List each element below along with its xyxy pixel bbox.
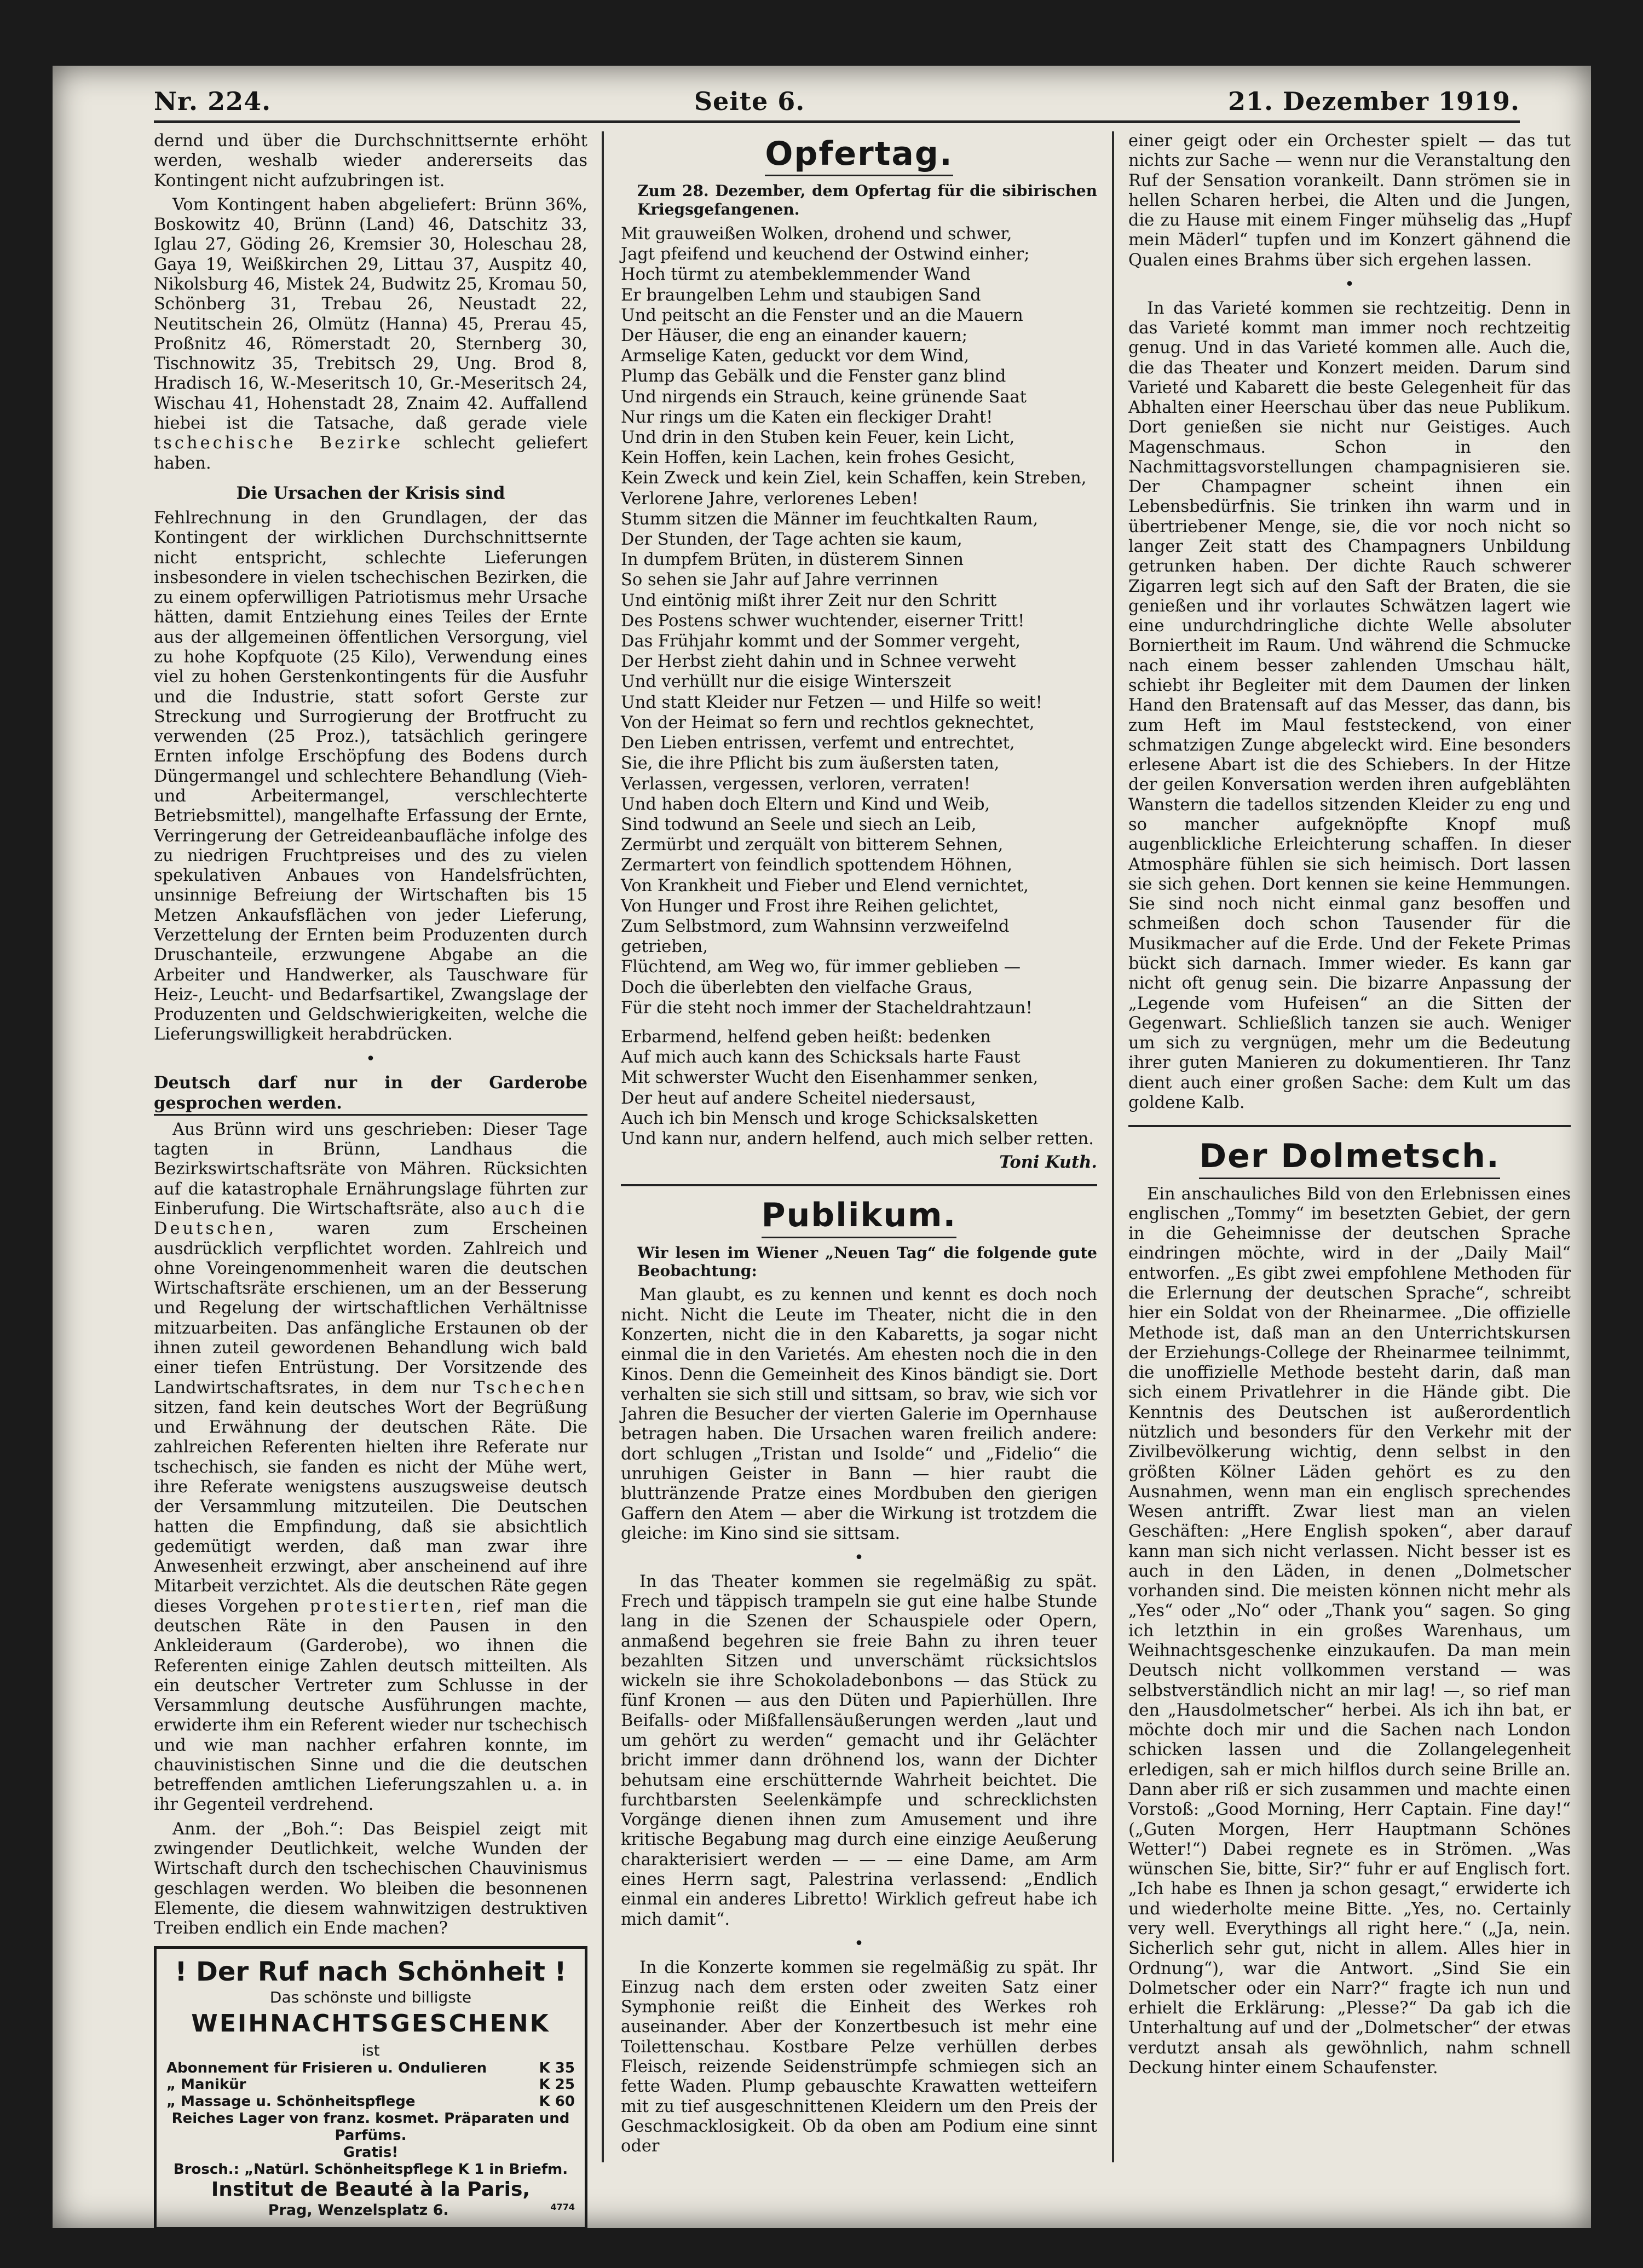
poem-line: Der Häuser, die eng an einander kauern; <box>621 326 967 346</box>
poem-line: Er braungelben Lehm und staubigen Sand <box>621 285 981 305</box>
issue-date: 21. Dezember 1919. <box>1228 86 1520 116</box>
poem-line: Kein Hoffen, kein Lachen, kein frohes Gesicht, <box>621 448 1016 468</box>
column-rule <box>1112 131 1114 2162</box>
poem-line: Und haben doch Eltern und Kind und Weib, <box>621 794 990 814</box>
paragraph: einer geigt oder ein Orchester spielt — das tut nichts zur Sache — wenn nur die Veranstaltung den Ruf der Sensation vorankeilt. Dann strömen sie in hellen Scharen herbei, die Alten und die Jungen, die zu Hause mit einem Finger mühselig das „Hupf mein Mäderl“ tupfen und im Konzert gähnend die Qualen eines Brahms über sich ergehen lassen. <box>1128 131 1571 270</box>
poem-line: Von Krankheit und Fieber und Elend vernichtet, <box>621 876 1029 896</box>
poem-line: Stumm sitzen die Männer im feuchtkalten Raum, <box>621 509 1039 529</box>
ad-text: ist <box>361 2041 380 2060</box>
poem-line: Hoch türmt zu atembeklemmender Wand <box>621 265 971 285</box>
paragraph: Vom Kontingent haben abgeliefert: Brünn 36%, Boskowitz 40, Brünn (Land) 46, Datschitz 33, Iglau 27, Göding 26, Kremsier 30, Holeschau 28, Gaya 19, Weißkirchen 29, Littau 37, Auspitz 40, Nikolsburg 46, Mistek 24, Budwitz 25, Kromau 50, Schönberg 31, Trebau 26, Neustadt 22, Neutitschein 26, Olmütz (Hanna) 45, Prerau 45, Proßnitz 46, Römerstadt 20, Sternberg 30, Tischnowitz 35, Trebitsch 29, Ung. Brod 8, Hradisch 16, W.-Meseritsch 10, Gr.-Meseritsch 24, Wischau 41, Hohenstadt 28, Znaim 42. Auffallend hiebei ist die Tatsache, daß gerade viele tschechische Bezirke schlecht geliefert haben. <box>154 195 588 473</box>
column-right <box>1128 131 1571 2168</box>
separator-dot: • <box>854 1548 864 1568</box>
poem-line: Armselige Katen, geduckt vor dem Wind, <box>621 347 970 366</box>
poem-line: Von der Heimat so fern und rechtlos geknechtet, <box>621 713 1035 732</box>
paragraph: In das Varieté kommen sie rechtzeitig. Denn in das Varieté kommt man immer noch rechtzeitig genug. Und in das Varieté kommen alle. Auch die, die das Theater und Konzert meiden. Darum sind Varieté und Kabarett die beste Gelegenheit für das Abhalten einer Heerschau über das neue Publikum. Dort genießen sie nicht nur Geistiges. Auch Magenschmaus. Schon in den Nachmittagsvorstellungen champagnisieren sie. Der Champagner scheint ihnen ein Lebensbedürfnis. Sie trinken ihn warm und in übertriebener Menge, sie, die vor noch nicht so langer Zeit statt des Champagners Unbildung getrunken haben. Der dichte Rauch schwerer Zigarren legt sich auf den Saft der Braten, die sie genießen und ihr vorlautes Schwätzen lagert wie eine undurchdringliche dichte Welle absoluter Borniertheit im Raum. Und während die Schmucke nach einem besser zahlenden Umschau hält, schiebt ihr Begleiter mit dem Daumen der linken Hand den Bratensaft auf das Messer, das dann, bis zum Heft im Maul feststeckend, von einer schmatzigen Zunge abgeleckt wird. Eine besonders erlesene Abart ist die des Schiebers. In der Hitze der geilen Konversation werden ihren aufgeblähten Wanstern die tadellos sitzenden Kleider zu eng und so mancher aufgeknöpfte Knopf muß augenblickliche Erleichterung schaffen. In dieser Atmosphäre fühlen sie sich heimisch. Dort lassen sie sich gehen. Dort kennen sie keine Hemmungen. Sie sind noch nicht einmal ganz besoffen und schmeißen doch schon Tausender für die Musikmacher auf die Erde. Und der Fekete Primas bückt sich darnach. Immer wieder. Es kann gar nicht oft genug sein. Die bizarre Anpassung der „Legende vom Hufeisen“ an die Sitten der Gegenwart. Schließlich tanzen sie auch. Weniger um sich zu vergnügen, mehr um die Bedeutung ihrer guten Manieren zu dokumentieren. Ihr Tanz dient auch einer großen Sache: dem Kult um das goldene Kalb. <box>1128 298 1571 1112</box>
section-divider <box>621 1184 1097 1186</box>
poem-line: Auf mich auch kann des Schicksals harte Faust <box>621 1048 1021 1067</box>
ad-price-row: „ Massage u. Schönheitspflege K 60 <box>166 2093 575 2110</box>
paragraph: In die Konzerte kommen sie regelmäßig zu spät. Ihr Einzug nach dem ersten oder zweiten Satz einer Symphonie reißt die Einheit des Werkes roh auseinander. Aber der Konzertbesuch ist mehr eine Toilettenschau. Kostbare Pelze verhüllen derbes Fleisch, reizende Seidenstrümpfe schmiegen sich an fette Waden. Plump gebauschte Krawatten wetteifern mit zu tief ausgeschnittenen Kleidern um den Preis der Geschmacklosigkeit. Ob da oben am Podium eine sinnt oder <box>621 1958 1097 2156</box>
ad-text: Gratis! <box>343 2144 399 2161</box>
paragraph: Man glaubt, es zu kennen und kennt es doch noch nicht. Nicht die Leute im Theater, nicht die in den Konzerten, nicht die in den Kabaretts, ja sogar nicht einmal die in den Varietés. Am ehesten noch die in den Kinos. Denn die Gemeinheit des Kinos bändigt sie. Dort verhalten sie sich still und sittsam, so brav, wie sich vor Jahren die Besucher der vierten Galerie im Opernhause betragen haben. Die Ursachen waren freilich andere: dort schlugen „Tristan und Isolde“ und „Fidelio“ die unruhigen Geister in Bann — hier raubt die bluttränzende Pratze eines Mordbuben den gierigen Gaffern den Atem — aber die Wirkung ist trotzdem die gleiche: im Kino sind sie sittsam. <box>621 1285 1097 1543</box>
paragraph: Anm. der „Boh.“: Das Beispiel zeigt mit zwingender Deutlichkeit, welche Wunden der Wirtschaft durch den tschechischen Chauvinismus geschlagen werden. Wo bleiben die besonnenen Elemente, die diesem wahnwitzigen destruktiven Treiben endlich ein Ende machen? <box>154 1819 587 1938</box>
column-left <box>154 131 588 2219</box>
poem-line: Des Postens schwer wuchtender, eiserner Tritt! <box>621 611 1025 631</box>
paragraph: Ein anschauliches Bild von den Erlebnissen eines englischen „Tommy“ im besetzten Gebiet, der gern in die Geheimnisse der deutschen Sprache eindringen möchte, wird in der „Daily Mail“ entworfen. „Es gibt zwei empfohlene Methoden für die Erlernung der deutschen Sprache“, schreibt hier ein Soldat von der Rheinarmee. „Die offizielle Methode ist, daß man an den Unterrichtskursen der Erziehungs-College der Rheinarmee teilnimmt, die unoffizielle Methode besteht darin, daß man sich einem Privatlehrer in die Hände gibt. Die Kenntnis des Deutschen ist außerordentlich nützlich und besonders für den Verkehr mit der Zivilbevölkerung wichtig, denn selbst in den größten Kölner Läden gehört es zu den Ausnahmen, wenn man ein englisch sprechendes Wesen antrifft. Zwar liest man an vielen Geschäften: „Here English spoken“, aber darauf kann man sich nicht verlassen. Nicht besser ist es auch in den Läden, in denen „Dolmetscher vorhanden sind. Die meisten können nicht mehr als „Yes“ oder „No“ oder „Thank you“ sagen. So ging ich letzthin in ein großes Warenhaus, um Weihnachtsgeschenke einzukaufen. Da man mein Deutsch nicht vollkommen verstand — was selbstverständlich nicht an mir lag! —, so rief man den „Hausdolmetscher“ herbei. Als ich ihn bat, er möchte doch mir und die Sachen nach London schicken lassen und die Zollangelegenheit erledigen, sah er mich hilflos durch seine Brille an. Dann aber riß er sich zusammen und machte einen Vorstoß: „Good Morning, Herr Captain. Fine day!“ („Guten Morgen, Herr Hauptmann Schönes Wetter!“) Dabei regnete es in Strömen. „Was wünschen Sie, bitte, Sir?“ fuhr er auf Englisch fort. „Ich habe es Ihnen ja schon gesagt,“ erwiderte ich und wiederholte meine Bitte. „Yes, no. Certainly very well. Everythings all right here.“ („Ja, nein. Sicherlich sehr gut, nicht in allem. Alles hier in Ordnung“), war die Antwort. „Sind Sie ein Dolmetscher oder ein Narr?“ fragte ich nun und erhielt die Erklärung: „Plesse?“ Da gab ich die Unterhaltung auf und der „Dolmetscher“ der etwas verdutzt ansah als gewöhnlich, nahm schnell Deckung hinter einem Schaufenster. <box>1128 1184 1571 2077</box>
poem-line: Erbarmend, helfend geben heißt: bedenken <box>621 1027 991 1047</box>
poem-line: Und statt Kleider nur Fetzen — und Hilfe so weit! <box>621 692 1042 712</box>
poem-line: Zermürbt und zerquält von bitterem Sehnen, <box>621 835 1004 855</box>
poem <box>621 224 1097 1149</box>
column-rule <box>602 131 604 2162</box>
separator-dot: • <box>366 1049 376 1069</box>
ad-price-row: Abonnement für Frisieren u. Ondulieren K 35 <box>166 2059 575 2076</box>
poem-line: Und drin in den Stuben kein Feuer, kein Licht, <box>621 428 1015 448</box>
poem-line: Nur rings um die Katen ein fleckiger Draht! <box>621 407 993 427</box>
paragraph: dernd und über die Durchschnittsernte erhöht werden, weshalb wieder andererseits das Kontingent nicht aufzubringen ist. <box>154 131 587 191</box>
poem-author: Toni Kuth. <box>999 1152 1097 1173</box>
ad-price-row: „ Manikür K 25 <box>166 2076 575 2093</box>
article-title: Opfertag. <box>621 135 1097 176</box>
ad-subtitle: Das schönste und billigste <box>269 1988 472 2006</box>
poem-line: So sehen sie Jahr auf Jahre verrinnen <box>621 570 938 590</box>
separator-dot: • <box>854 1934 864 1953</box>
ad-text: Reiches Lager von franz. kosmet. Präparaten und Parfüms. <box>171 2110 570 2144</box>
ad-title: ! Der Ruf nach Schönheit ! <box>175 1957 567 1988</box>
poem-line: Von Hunger und Frost ihre Reihen gelichtet, <box>621 896 999 916</box>
poem-line: Zermartert von feindlich spottendem Höhnen, <box>621 856 1013 875</box>
poem-line: Für die steht noch immer der Stacheldrahtzaun! <box>621 998 1033 1018</box>
article-dek: Zum 28. Dezember, dem Opfertag für die sibirischen Kriegsgefangenen. <box>637 182 1097 218</box>
poem-line: In dumpfem Brüten, in düsterem Sinnen <box>621 550 964 570</box>
section-divider <box>1128 1125 1571 1127</box>
column-middle <box>621 131 1097 2168</box>
ad-headline: WEIHNACHTSGESCHENK <box>191 2009 550 2038</box>
poem-line: Und eintönig mißt ihrer Zeit nur den Schritt <box>621 591 997 610</box>
poem-line: Mit grauweißen Wolken, drohend und schwer, <box>621 224 1012 244</box>
poem-line: Verlorene Jahre, verlorenes Leben! <box>621 489 919 509</box>
poem-line: Der Herbst zieht dahin und in Schnee verweht <box>621 652 1016 672</box>
poem-line: Sie, die ihre Pflicht bis zum äußersten taten, <box>621 754 1000 774</box>
poem-line: Der heut auf andere Scheitel niedersaust, <box>621 1088 976 1108</box>
paragraph: In das Theater kommen sie regelmäßig zu spät. Frech und täppisch trampeln sie gut eine halbe Stunde lang in die Szenen der Schauspiele oder Opern, anmaßend begehren sie freie Bahn zu ihren teuer bezahlten Sitzen und unverschämt rücksichtslos wickeln sie ihre Schokoladebonbons — das Stück zu fünf Kronen — aus den Düten und Papierhüllen. Ihre Beifalls- oder Mißfallensäußerungen werden „laut und um gehört zu werden“ gemacht und ihr Gelächter bricht immer dann dröhnend los, wann der Dichter behutsam eine erschütternde Wahrheit beichtet. Die furchtbarsten Seelenkämpfe und schrecklichsten Vorgänge dienen ihnen zum Amusement und ihre kritische Begabung mag durch eine einzige Aeußerung charakterisiert werden — — — eine Dame, am Arm eines Herrn sagt, Palestrina verlassend: „Endlich einmal ein anderes Libretto! Wirklich gefreut habe ich mich damit“. <box>621 1572 1097 1929</box>
poem-line: Und peitscht an die Fenster und an die Mauern <box>621 305 1023 325</box>
poem-line: Und nirgends ein Strauch, keine grünende Saat <box>621 387 1027 407</box>
subheading: Die Ursachen der Krisis sind <box>236 483 505 503</box>
separator-dot: • <box>1345 274 1354 294</box>
poem-line: Flüchtend, am Weg wo, für immer geblieben — <box>621 957 1021 977</box>
ad-text: Brosch.: „Natürl. Schönheitspflege K 1 in Briefm. <box>173 2161 568 2178</box>
poem-line: Der Stunden, der Tage achten sie kaum, <box>621 530 962 550</box>
issue-number: Nr. 224. <box>154 86 272 116</box>
ad-company: Institut de Beauté à la Paris, <box>211 2178 531 2201</box>
poem-line: Und verhüllt nur die eisige Winterszeit <box>621 672 952 692</box>
poem-line: Doch die überlebten den vielfache Graus, <box>621 978 973 997</box>
poem-line: Kein Zweck und kein Ziel, kein Schaffen, kein Streben, <box>621 469 1087 488</box>
poem-line: Zum Selbstmord, zum Wahnsinn verzweifelnd getrieben, <box>621 916 1010 957</box>
advertisement <box>154 1946 587 2230</box>
poem-line: Sind todwund an Seele und siech an Leib, <box>621 815 977 834</box>
poem-line: Den Lieben entrissen, verfemt und entrechtet, <box>621 734 1015 753</box>
poem-line: Verlassen, vergessen, verloren, verraten! <box>621 774 971 794</box>
poem-line: Das Frühjahr kommt und der Sommer vergeht, <box>621 632 1021 651</box>
newspaper-page <box>53 66 1591 2228</box>
poem-line: Plump das Gebälk und die Fenster ganz blind <box>621 367 1006 386</box>
paragraph: Aus Brünn wird uns geschrieben: Dieser Tage tagten in Brünn, Landhaus die Bezirkswirtschaftsräte von Mähren. Rücksichten auf die katastrophale Ernährungslage führten zur Einberufung. Die Wirtschaftsräte, also auch die Deutschen, waren zum Erscheinen ausdrücklich verpflichtet worden. Zahlreich und ohne Voreingenommenheit waren die deutschen Wirtschaftsräte erschienen, um an der Besserung und Regelung der wirtschaftlichen Verhältnisse mitzuarbeiten. Das anfängliche Erstaunen ob der ihnen zuteil gewordenen Behandlung wich bald einer tiefen Entrüstung. Der Vorsitzende des Landwirtschaftsrates, in dem nur Tschechen sitzen, fand kein deutsches Wort der Begrüßung und Erwähnung der deutschen Räte. Die zahlreichen Referenten hielten ihre Referate nur tschechisch, sie fanden es nicht der Mühe wert, ihre Referate wenigstens auszugsweise deutsch der Versammlung mitzuteilen. Die Deutschen hatten die Empfindung, daß sie absichtlich gedemütigt werden, daß man zwar ihre Anwesenheit erzwingt, aber anscheinend auf ihre Mitarbeit verzichtet. Als die deutschen Räte gegen dieses Vorgehen protestierten, rief man die deutschen Räte in den Pausen in den Ankleideraum (Garderobe), wo ihnen die Referenten einige Zahlen deutsch mitteilten. Als ein deutscher Vertreter zum Schlusse in der Versammlung deutsche Ausführungen machte, erwiderte ihm ein Referent wieder nur tschechisch und wie man nachher erfahren konnte, im chauvinistischen Sinne und die die deutschen betreffenden amtlichen Lieferungszahlen u. a. in ihr Gegenteil verdrehend. <box>154 1119 588 1815</box>
article-title: Der Dolmetsch. <box>1128 1137 1571 1179</box>
paragraph: Fehlrechnung in den Grundlagen, der das Kontingent der wirklichen Durchschnittsernte nicht entspricht, schlechte Lieferungen insbesondere in vielen tschechischen Bezirken, die zu einem opferwilligen Patriotismus mehr Ursache hätten, damit Entziehung eines Teiles der Ernte aus der allgemeinen öffentlichen Versorgung, viel zu hohe Kopfquote (25 Kilo), Verwendung eines viel zu hohen Gerstenkontingents für die Ausfuhr und die Industrie, statt sofort Gerste zur Streckung und Surrogierung der Brotfrucht zu verwenden (25 Proz.), tatsächlich geringere Ernten infolge Erschöpfung des Bodens durch Düngermangel und schlechtere Behandlung (Vieh- und Arbeitermangel, verschlechterte Betriebsmittel), mangelhafte Erfassung der Ernte, Verringerung der Getreideanbaufläche infolge des zu niedrigen Fruchtpreises und des zu vielen spekulativen Anbaues von Handelsfrüchten, unsinnige Befreiung der Wirtschaften bis 15 Metzen Ankaufsflächen von jeder Lieferung, Verzettelung der Ernten beim Produzenten durch Druschanteile, erzwungene Abgabe an die Arbeiter und Handwerker, als Tauschware für Heiz-, Leucht- und Bedarfsartikel, Zwangslage der Produzenten und Geldschwierigkeiten, welche die Lieferungswilligkeit herabdrücken. <box>154 509 587 1044</box>
article-title: Publikum. <box>621 1196 1097 1238</box>
poem-line: Jagt pfeifend und keuchend der Ostwind einher; <box>621 245 1030 264</box>
poem-line: Auch ich bin Mensch und kroge Schicksalsketten <box>621 1109 1038 1128</box>
page-number: Seite 6. <box>694 86 805 116</box>
article-dek: Wir lesen im Wiener „Neuen Tag“ die folgende gute Beobachtung: <box>637 1243 1097 1280</box>
poem-line: Und kann nur, andern helfend, auch mich selber retten. <box>621 1129 1094 1149</box>
poem-line: Mit schwerster Wucht den Eisenhammer senken, <box>621 1068 1039 1088</box>
article-lead: Deutsch darf nur in der Garderobe gesprochen werden. <box>154 1073 587 1116</box>
page-header <box>154 82 1520 123</box>
ad-footer: Prag, Wenzelsplatz 6. 4774 <box>268 2201 575 2219</box>
